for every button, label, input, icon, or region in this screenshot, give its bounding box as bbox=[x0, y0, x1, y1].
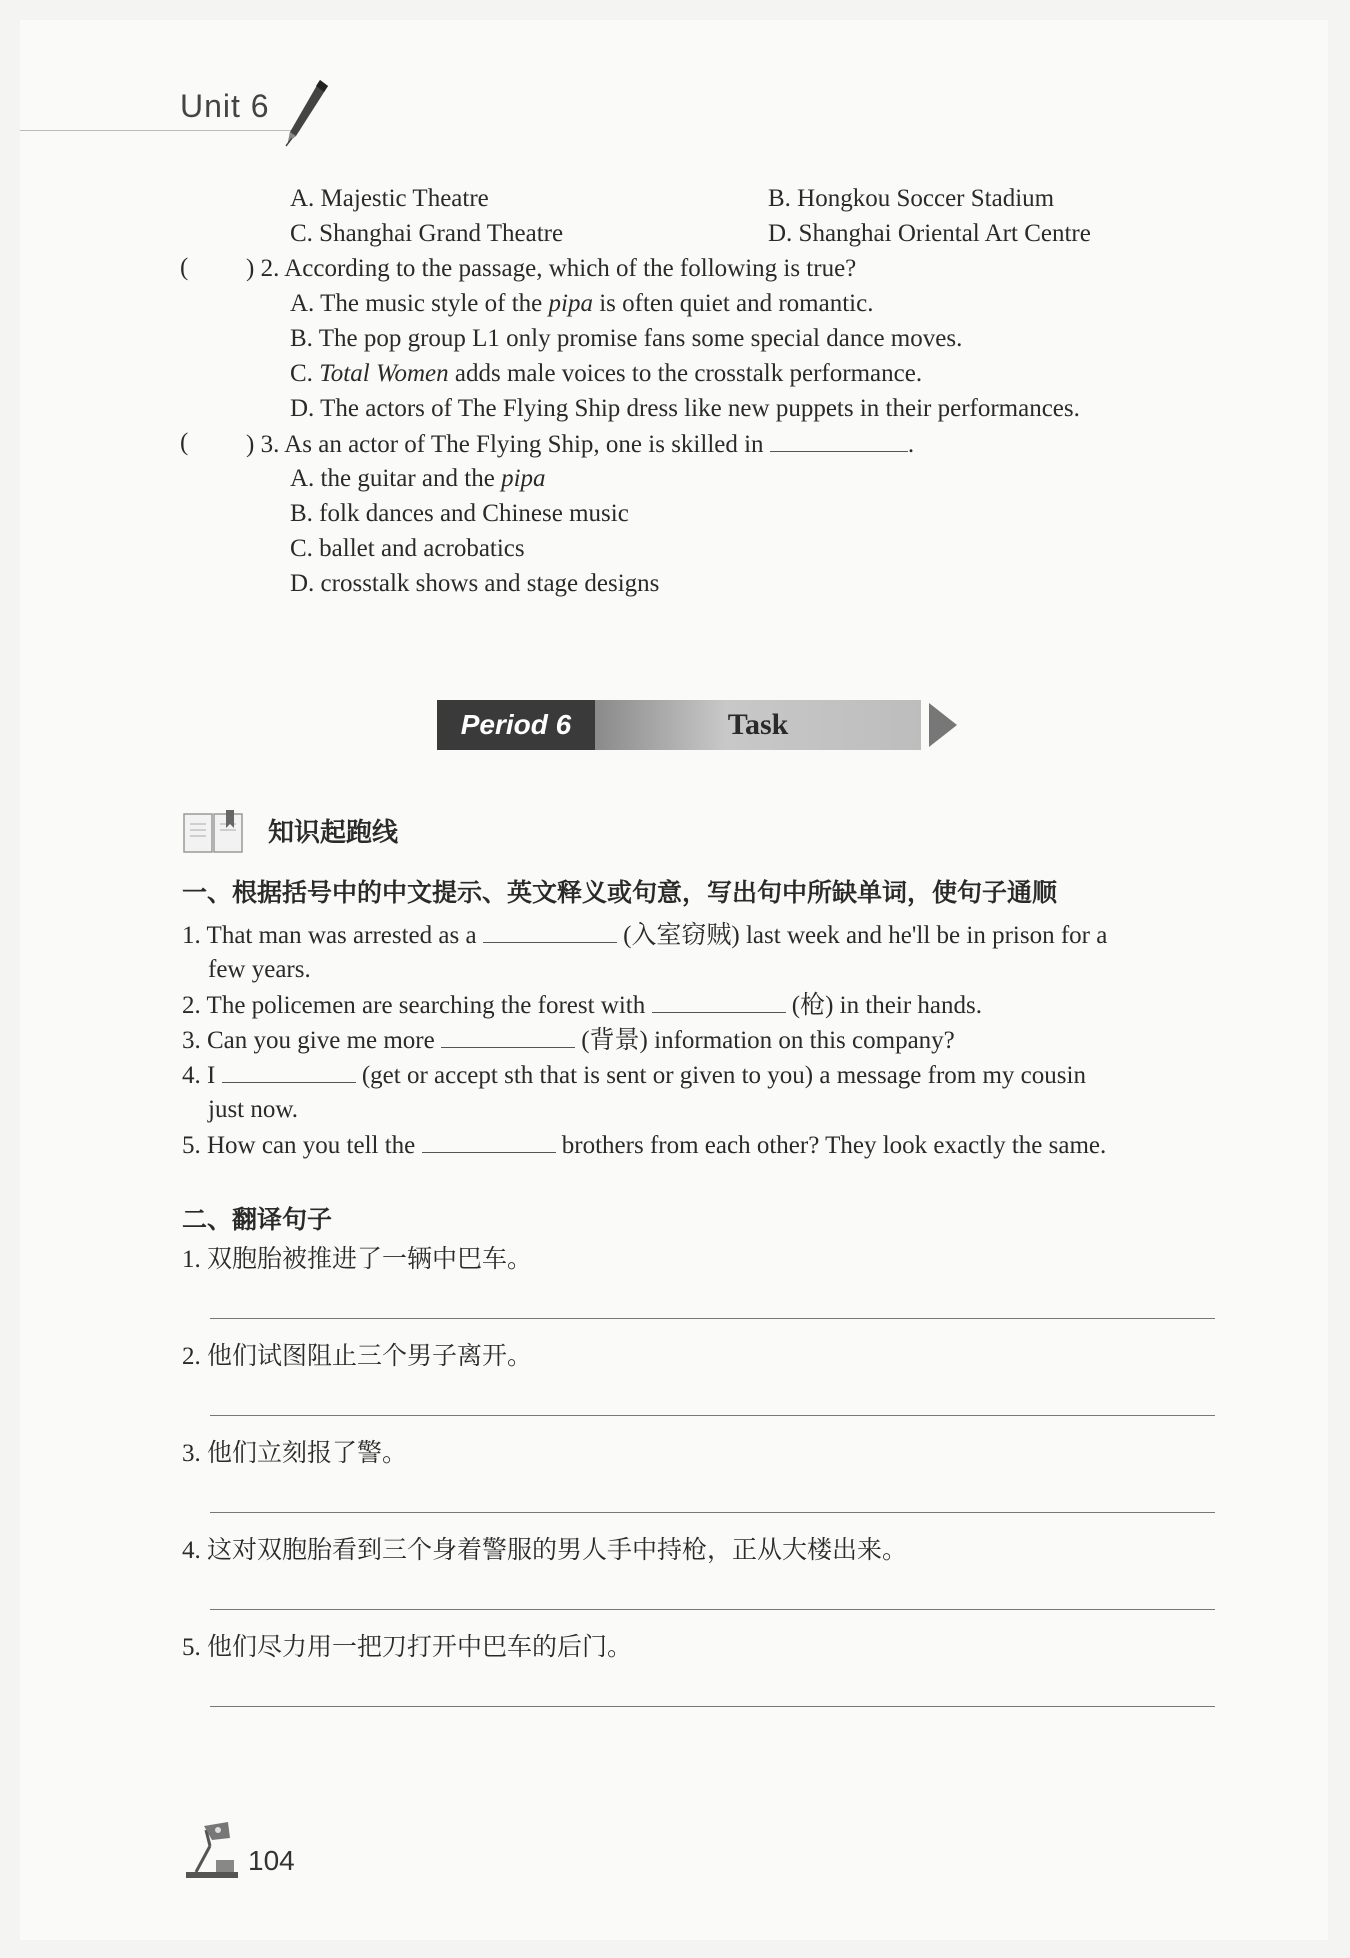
period-banner bbox=[437, 700, 957, 750]
q3-option-b: B. folk dances and Chinese music bbox=[290, 500, 629, 527]
q3-option-d: D. crosstalk shows and stage designs bbox=[290, 570, 660, 597]
period-task: Task bbox=[595, 700, 921, 750]
part1-s4-text: 4. I bbox=[182, 1062, 216, 1089]
q3-blank[interactable] bbox=[770, 429, 908, 452]
q2-option-a-italic: pipa bbox=[548, 290, 593, 317]
q3-stem-line bbox=[246, 429, 914, 460]
q2-option-c-text: C. bbox=[290, 360, 320, 387]
part1-s4-blank[interactable] bbox=[222, 1060, 356, 1083]
part1-sentence-4 bbox=[182, 1060, 1086, 1091]
part1-heading: 一、根据括号中的中文提示、英文释义或句意，写出句中所缺单词，使句子通顺 bbox=[182, 878, 1058, 907]
part2-heading: 二、翻译句子 bbox=[182, 1205, 333, 1234]
part1-sentence-3 bbox=[182, 1025, 955, 1056]
part1-s4-rest: (get or accept sth that is sent or given to you) a message from my cousin bbox=[361, 1062, 1086, 1089]
header-rule bbox=[20, 130, 300, 131]
part1-s5-text: 5. How can you tell the bbox=[182, 1132, 416, 1159]
part1-s3-blank[interactable] bbox=[441, 1025, 575, 1048]
part1-s2-rest: (枪) in their hands. bbox=[791, 992, 983, 1019]
part1-s1-rest: (入室窃贼) last week and he'll be in prison for a bbox=[623, 922, 1108, 949]
desk-lamp-icon bbox=[182, 1820, 242, 1880]
part2-answer-line-5[interactable] bbox=[210, 1706, 1215, 1707]
part2-item-4: 4. 这对双胞胎看到三个身着警服的男人手中持枪，正从大楼出来。 bbox=[182, 1537, 908, 1564]
q2-option-c-rest: adds male voices to the crosstalk performance. bbox=[448, 360, 923, 387]
part2-answer-line-4[interactable] bbox=[210, 1609, 1215, 1610]
q3-answer-open-paren: ( bbox=[180, 429, 189, 456]
q2-number: ) 2. bbox=[246, 255, 280, 282]
part2-item-1: 1. 双胞胎被推进了一辆中巴车。 bbox=[182, 1246, 533, 1273]
part2-answer-line-1[interactable] bbox=[210, 1318, 1215, 1319]
q2-option-a-rest: is often quiet and romantic. bbox=[592, 290, 874, 317]
part1-s3-text: 3. Can you give me more bbox=[182, 1027, 435, 1054]
arrow-right-icon bbox=[929, 703, 957, 747]
q2-option-a-text: A. The music style of the bbox=[290, 290, 549, 317]
unit-title: Unit 6 bbox=[180, 88, 270, 124]
q3-option-a-italic: pipa bbox=[501, 465, 546, 492]
q3-end: . bbox=[907, 431, 915, 458]
part2-answer-line-2[interactable] bbox=[210, 1415, 1215, 1416]
part1-s1-text: 1. That man was arrested as a bbox=[182, 922, 477, 949]
q1-option-b: B. Hongkou Soccer Stadium bbox=[768, 185, 1055, 212]
part1-s2-blank[interactable] bbox=[652, 990, 786, 1013]
q3-option-a-text: A. the guitar and the bbox=[290, 465, 502, 492]
part1-s1-continued: few years. bbox=[208, 956, 311, 983]
q1-option-d: D. Shanghai Oriental Art Centre bbox=[768, 220, 1091, 247]
q1-option-c: C. Shanghai Grand Theatre bbox=[290, 220, 564, 247]
part2-item-3: 3. 他们立刻报了警。 bbox=[182, 1440, 408, 1467]
q3-stem: As an actor of The Flying Ship, one is skilled in bbox=[284, 431, 764, 458]
part2-item-2: 2. 他们试图阻止三个男子离开。 bbox=[182, 1343, 533, 1370]
q2-option-d: D. The actors of The Flying Ship dress like new puppets in their performances. bbox=[290, 395, 1080, 422]
part1-sentence-1 bbox=[182, 920, 1107, 951]
book-icon bbox=[182, 808, 244, 856]
q2-stem-line bbox=[246, 254, 856, 284]
part1-sentence-2 bbox=[182, 990, 982, 1021]
part1-s1-blank[interactable] bbox=[483, 920, 617, 943]
pen-icon bbox=[282, 78, 332, 148]
page-number: 104 bbox=[248, 1845, 295, 1876]
q3-number: ) 3. bbox=[246, 431, 280, 458]
q2-option-a bbox=[290, 289, 873, 319]
q2-stem: According to the passage, which of the following is true? bbox=[284, 255, 857, 282]
part1-s5-blank[interactable] bbox=[422, 1130, 556, 1153]
q3-option-a bbox=[290, 464, 546, 494]
q2-option-c-italic: Total Women bbox=[319, 360, 449, 387]
part1-sentence-5 bbox=[182, 1130, 1106, 1161]
part2-item-5: 5. 他们尽力用一把刀打开中巴车的后门。 bbox=[182, 1634, 633, 1661]
section-title: 知识起跑线 bbox=[268, 818, 399, 848]
q2-answer-open-paren: ( bbox=[180, 254, 189, 281]
q3-option-c: C. ballet and acrobatics bbox=[290, 535, 525, 562]
period-label: Period 6 bbox=[437, 700, 595, 750]
part2-answer-line-3[interactable] bbox=[210, 1512, 1215, 1513]
part1-s5-rest: brothers from each other? They look exactly the same. bbox=[561, 1132, 1107, 1159]
part1-s3-rest: (背景) information on this company? bbox=[581, 1027, 955, 1054]
q2-option-c bbox=[290, 359, 922, 389]
q1-option-a: A. Majestic Theatre bbox=[290, 185, 489, 212]
part1-s4-continued: just now. bbox=[208, 1096, 299, 1123]
part1-s2-text: 2. The policemen are searching the forest with bbox=[182, 992, 646, 1019]
q2-option-b: B. The pop group L1 only promise fans some special dance moves. bbox=[290, 325, 963, 352]
